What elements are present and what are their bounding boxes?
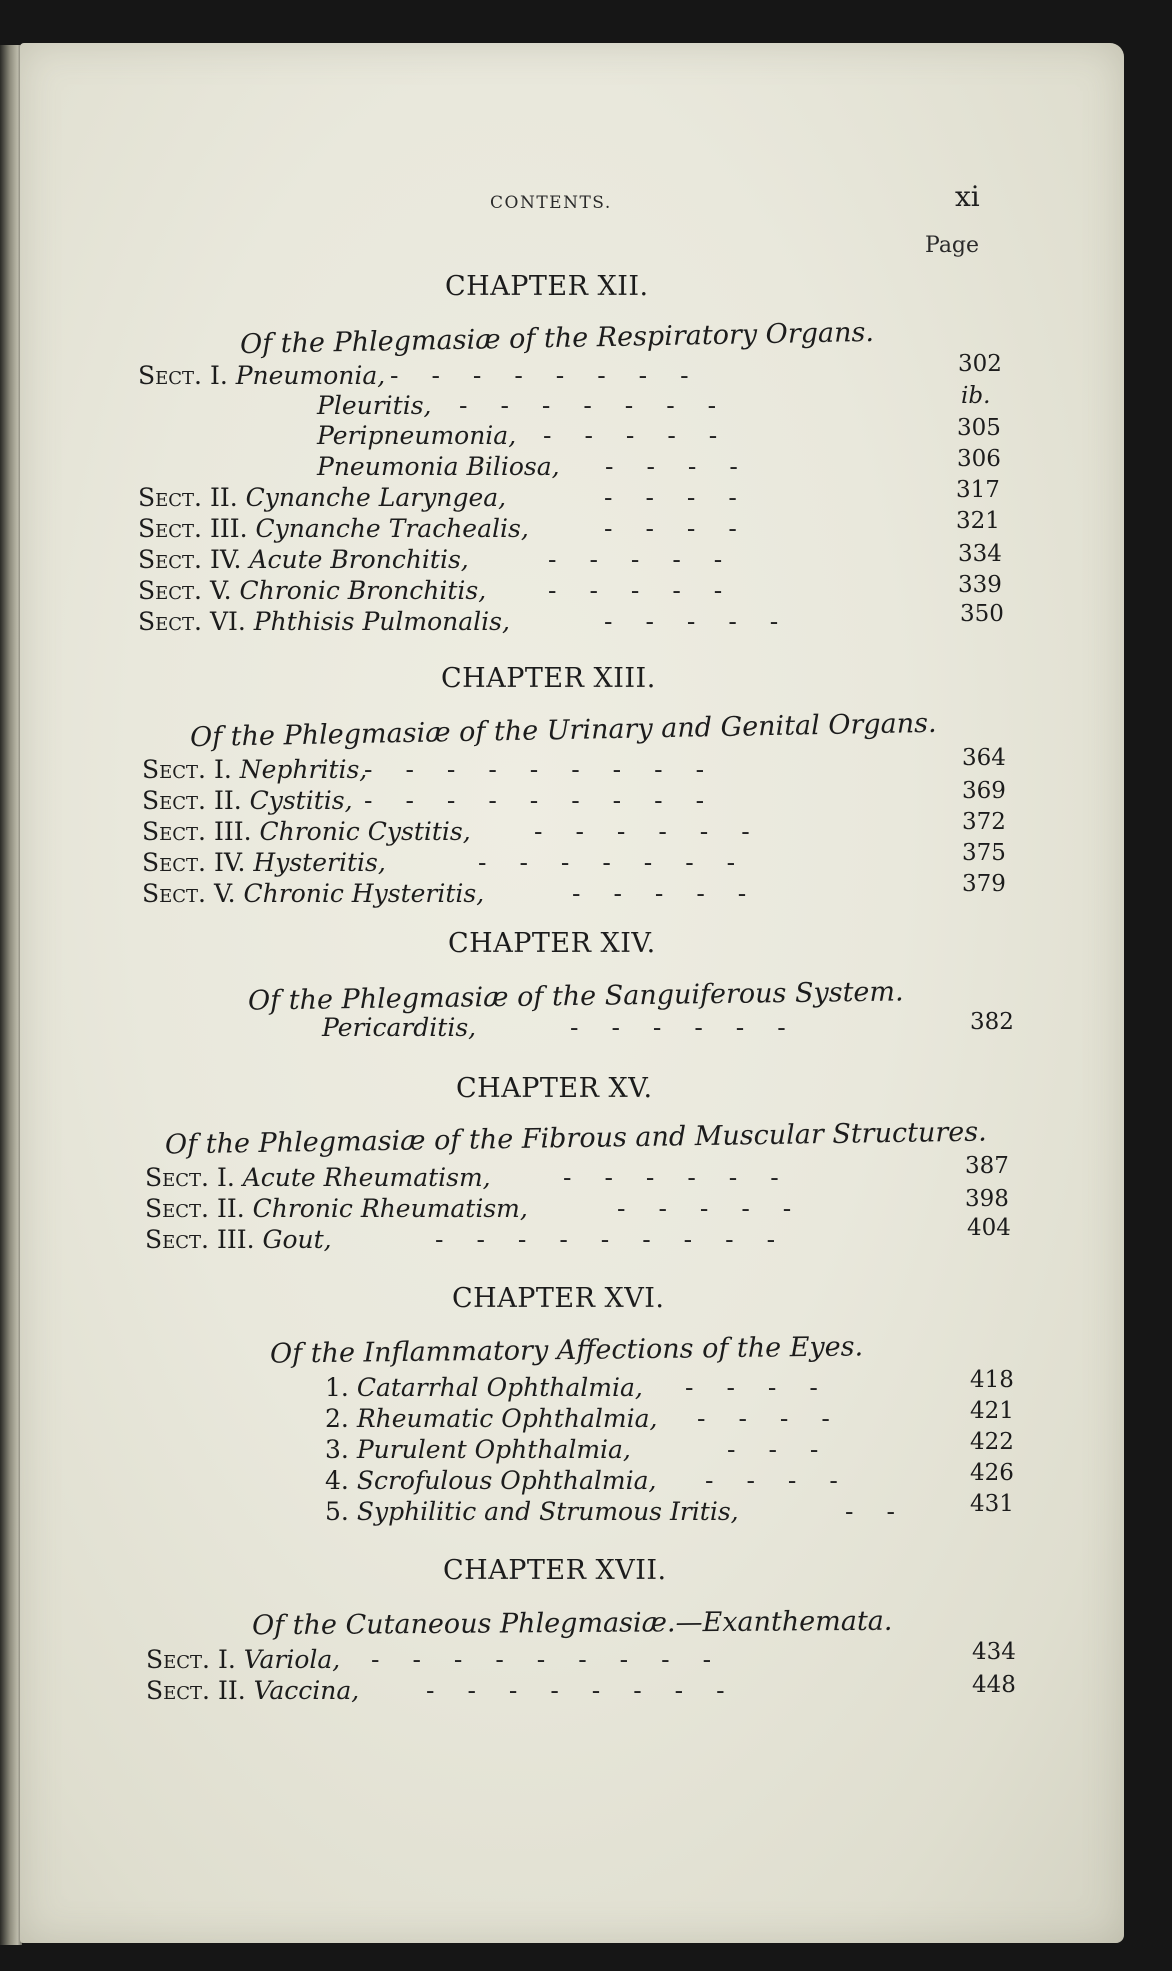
entry-title: Cynanche Laryngea, bbox=[245, 483, 507, 512]
entry-section: Sect. II. bbox=[138, 483, 238, 512]
chapter-subtitle: Of the Phlegmasiæ of the Sanguiferous System. bbox=[247, 976, 904, 1017]
entry-section: Sect. III. bbox=[145, 1225, 255, 1254]
entry-page: 372 bbox=[962, 809, 1006, 835]
entry-title: Syphilitic and Strumous Iritis, bbox=[356, 1497, 739, 1526]
entry-page: 364 bbox=[962, 745, 1006, 771]
dot-leader: --- bbox=[727, 1435, 852, 1464]
entry-page: 434 bbox=[972, 1639, 1016, 1665]
dot-leader: ----- bbox=[548, 576, 756, 605]
entry-number: 2. bbox=[325, 1404, 349, 1433]
page-column-label: Page bbox=[925, 233, 980, 258]
dot-leader: ----- bbox=[572, 879, 780, 908]
dot-leader: ---- bbox=[605, 452, 771, 481]
dot-leader: ------ bbox=[563, 1163, 812, 1192]
entry-title: Chronic Cystitis, bbox=[259, 817, 471, 846]
entry-page: 317 bbox=[956, 477, 1000, 503]
entry-title: Pneumonia Biliosa, bbox=[317, 452, 560, 481]
entry-title: Purulent Ophthalmia, bbox=[356, 1435, 631, 1464]
entry-section: Sect. I. bbox=[146, 1645, 236, 1674]
entry-page: 431 bbox=[970, 1491, 1014, 1517]
dot-leader: ------- bbox=[478, 848, 769, 877]
chapter-heading: CHAPTER XIV. bbox=[448, 928, 656, 959]
entry-page: ib. bbox=[961, 383, 991, 409]
entry-title: Scrofulous Ophthalmia, bbox=[356, 1466, 657, 1495]
entry-title: Chronic Bronchitis, bbox=[239, 576, 487, 605]
entry-page: 421 bbox=[970, 1398, 1014, 1424]
entry-page: 375 bbox=[962, 840, 1006, 866]
dot-leader: ---- bbox=[705, 1466, 871, 1495]
chapter-heading: CHAPTER XVII. bbox=[443, 1555, 667, 1586]
book-page bbox=[20, 43, 1124, 1943]
dot-leader: --------- bbox=[364, 786, 738, 815]
entry-section: Sect. IV. bbox=[138, 545, 242, 574]
dot-leader: ----- bbox=[548, 545, 756, 574]
chapter-heading: CHAPTER XII. bbox=[445, 271, 649, 302]
entry-title: Cystitis, bbox=[249, 786, 353, 815]
entry-title: Phthisis Pulmonalis, bbox=[253, 607, 510, 636]
entry-section: Sect. I. bbox=[145, 1163, 235, 1192]
entry-title: Pleuritis, bbox=[317, 391, 432, 420]
entry-section: Sect. I. bbox=[138, 361, 228, 390]
dot-leader: ---- bbox=[604, 483, 770, 512]
chapter-subtitle: Of the Phlegmasiæ of the Urinary and Genital Organs. bbox=[189, 707, 937, 754]
dot-leader: --------- bbox=[364, 755, 738, 784]
entry-page: 398 bbox=[965, 1186, 1009, 1212]
entry-number: 5. bbox=[325, 1497, 349, 1526]
entry-title: Variola, bbox=[243, 1645, 341, 1674]
facing-page-edge bbox=[0, 45, 22, 1945]
entry-title: Pneumonia, bbox=[235, 361, 386, 390]
dot-leader: -- bbox=[845, 1497, 928, 1526]
entry-page: 422 bbox=[970, 1429, 1014, 1455]
entry-title: Catarrhal Ophthalmia, bbox=[356, 1373, 643, 1402]
entry-title: Pericarditis, bbox=[322, 1013, 477, 1042]
chapter-subtitle: Of the Cutaneous Phlegmasiæ.—Exanthemata. bbox=[251, 1605, 893, 1642]
entry-page: 382 bbox=[970, 1009, 1014, 1035]
entry-section: Sect. III. bbox=[142, 817, 252, 846]
chapter-heading: CHAPTER XV. bbox=[456, 1073, 653, 1104]
dot-leader: ------ bbox=[570, 1013, 819, 1042]
dot-leader: -------- bbox=[390, 361, 722, 390]
entry-section: Sect. IV. bbox=[142, 848, 246, 877]
chapter-subtitle: Of the Phlegmasiæ of the Respiratory Organs. bbox=[239, 316, 875, 361]
entry-title: Acute Bronchitis, bbox=[249, 545, 469, 574]
entry-number: 3. bbox=[325, 1435, 349, 1464]
entry-title: Vaccina, bbox=[253, 1676, 360, 1705]
dot-leader: ------ bbox=[534, 817, 783, 846]
entry-page: 302 bbox=[958, 351, 1002, 377]
page-number: xi bbox=[955, 180, 980, 213]
chapter-heading: CHAPTER XVI. bbox=[452, 1283, 665, 1314]
entry-section: Sect. II. bbox=[146, 1676, 246, 1705]
chapter-heading: CHAPTER XIII. bbox=[441, 663, 656, 694]
entry-page: 418 bbox=[970, 1367, 1014, 1393]
entry-title: Rheumatic Ophthalmia, bbox=[356, 1404, 658, 1433]
entry-title: Cynanche Trachealis, bbox=[255, 514, 529, 543]
dot-leader: ---- bbox=[685, 1373, 851, 1402]
dot-leader: -------- bbox=[426, 1676, 758, 1705]
entry-section: Sect. VI. bbox=[138, 607, 246, 636]
entry-title: Chronic Hysteritis, bbox=[243, 879, 485, 908]
entry-page: 387 bbox=[965, 1153, 1009, 1179]
entry-page: 334 bbox=[958, 541, 1002, 567]
entry-page: 321 bbox=[956, 508, 1000, 534]
chapter-subtitle: Of the Inflammatory Affections of the Eyes. bbox=[269, 1331, 864, 1370]
entry-number: 1. bbox=[325, 1373, 349, 1402]
dot-leader: ----- bbox=[604, 607, 812, 636]
entry-title: Chronic Rheumatism, bbox=[252, 1194, 528, 1223]
entry-title: Acute Rheumatism, bbox=[242, 1163, 491, 1192]
entry-page: 306 bbox=[957, 446, 1001, 472]
entry-page: 369 bbox=[962, 778, 1006, 804]
entry-page: 339 bbox=[958, 572, 1002, 598]
dot-leader: ---- bbox=[604, 514, 770, 543]
dot-leader: --------- bbox=[371, 1645, 745, 1674]
entry-section: Sect. III. bbox=[138, 514, 248, 543]
entry-title: Nephritis, bbox=[239, 755, 368, 784]
chapter-subtitle: Of the Phlegmasiæ of the Fibrous and Muscular Structures. bbox=[164, 1116, 987, 1161]
dot-leader: ------- bbox=[459, 391, 750, 420]
entry-page: 404 bbox=[967, 1215, 1011, 1241]
entry-section: Sect. V. bbox=[142, 879, 236, 908]
dot-leader: --------- bbox=[435, 1225, 809, 1254]
entry-page: 426 bbox=[970, 1460, 1014, 1486]
dot-leader: ----- bbox=[543, 421, 751, 450]
entry-number: 4. bbox=[325, 1466, 349, 1495]
dot-leader: ---- bbox=[697, 1404, 863, 1433]
entry-title: Peripneumonia, bbox=[317, 421, 517, 450]
entry-title: Gout, bbox=[262, 1225, 332, 1254]
running-head: CONTENTS. bbox=[490, 193, 612, 213]
entry-section: Sect. V. bbox=[138, 576, 232, 605]
entry-title: Hysteritis, bbox=[253, 848, 386, 877]
entry-page: 448 bbox=[972, 1672, 1016, 1698]
entry-page: 379 bbox=[962, 871, 1006, 897]
entry-page: 350 bbox=[960, 601, 1004, 627]
entry-section: Sect. II. bbox=[145, 1194, 245, 1223]
entry-section: Sect. I. bbox=[142, 755, 232, 784]
dot-leader: ----- bbox=[617, 1194, 825, 1223]
entry-section: Sect. II. bbox=[142, 786, 242, 815]
entry-page: 305 bbox=[957, 415, 1001, 441]
